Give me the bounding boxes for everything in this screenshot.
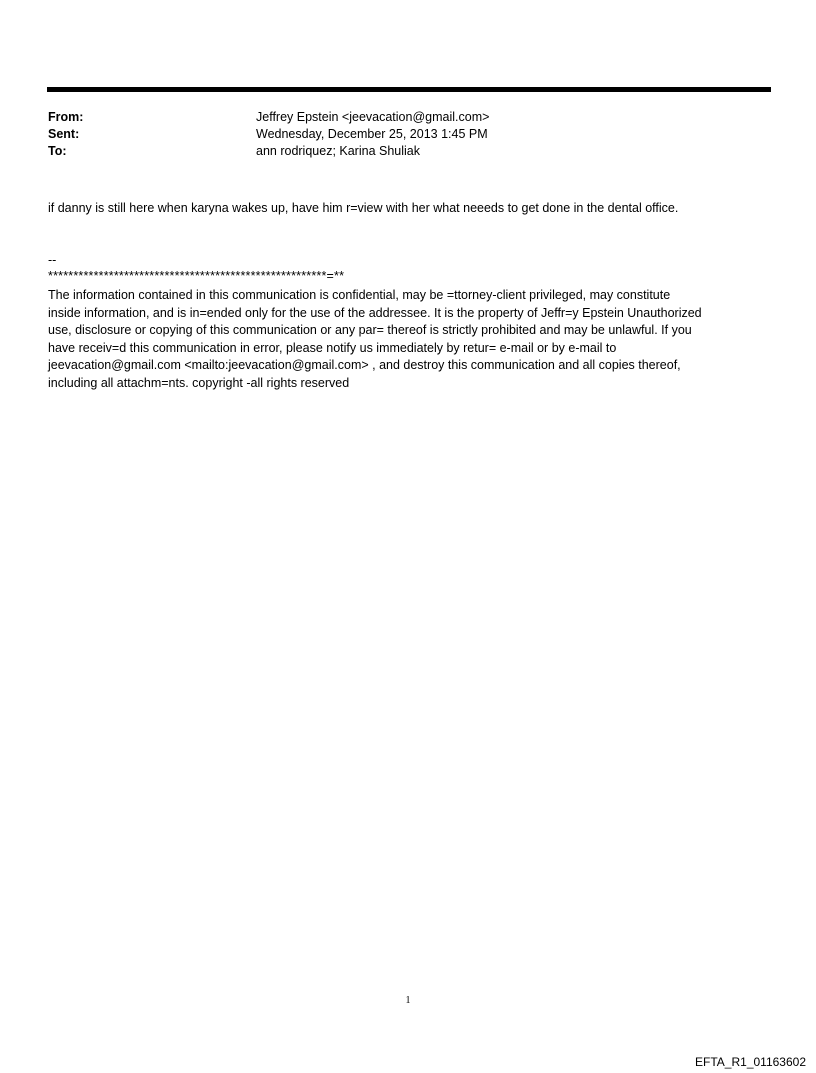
to-value: ann rodriquez; Karina Shuliak xyxy=(256,144,420,158)
document-id: EFTA_R1_01163602 xyxy=(695,1055,806,1069)
signature-separator: -- xyxy=(48,253,57,267)
disclaimer-line: have receiv=d this communication in error, please notify us immediately by retur= e-mail or by e-mail to xyxy=(48,340,617,355)
header-divider xyxy=(47,87,771,92)
from-value: Jeffrey Epstein <jeevacation@gmail.com> xyxy=(256,110,490,124)
from-row xyxy=(48,109,768,126)
disclaimer-line: The information contained in this communication is confidential, may be =ttorney-client privileged, may constitute xyxy=(48,288,671,302)
to-label: To: xyxy=(48,144,67,158)
sent-value: Wednesday, December 25, 2013 1:45 PM xyxy=(256,127,488,141)
sent-row xyxy=(48,126,768,143)
sent-label: Sent: xyxy=(48,127,80,141)
disclaimer-line: including all attachm=nts. copyright -all rights reserved xyxy=(48,375,350,390)
email-header xyxy=(48,109,768,160)
to-row xyxy=(48,143,768,160)
disclaimer-line: use, disclosure or copying of this communication or any par= thereof is strictly prohibited and may be unlawful. If you xyxy=(48,323,692,337)
message-body: if danny is still here when karyna wakes up, have him r=view with her what neeeds to get done in the dental office. xyxy=(48,201,679,215)
disclaimer-line: inside information, and is in=ended only for the use of the addressee. It is the property of Jeffr=y Epstein Unauthorized xyxy=(48,305,702,320)
page-number: 1 xyxy=(405,995,411,1006)
from-label: From: xyxy=(48,110,84,124)
signature-stars: *******************************************************=** xyxy=(48,269,345,283)
confidentiality-disclaimer xyxy=(48,287,773,392)
disclaimer-line: jeevacation@gmail.com <mailto:jeevacation@gmail.com> , and destroy this communication and all copies thereof, xyxy=(48,358,681,372)
